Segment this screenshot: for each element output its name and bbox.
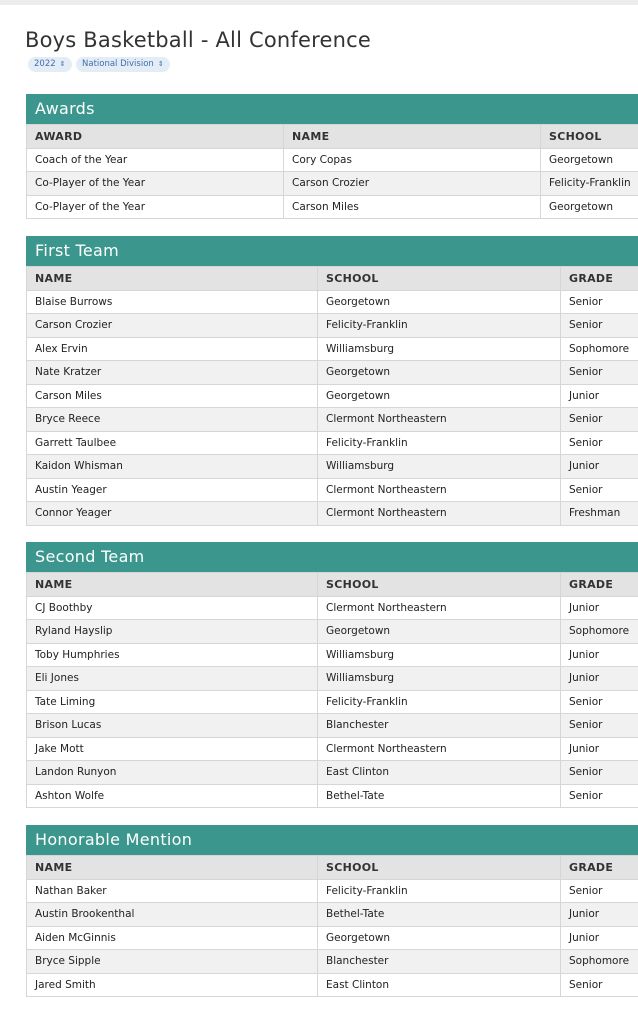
award-cell: Co-Player of the Year bbox=[27, 195, 284, 219]
name-cell: Carson Crozier bbox=[27, 314, 318, 338]
award-cell: Co-Player of the Year bbox=[27, 172, 284, 196]
table-row bbox=[27, 596, 638, 620]
name-cell: Connor Yeager bbox=[27, 502, 318, 526]
name-cell: Austin Yeager bbox=[27, 478, 318, 502]
honorable-mention-header: Honorable Mention bbox=[26, 825, 638, 855]
column-header-grade: GRADE bbox=[561, 856, 638, 880]
grade-cell: Junior bbox=[561, 903, 638, 927]
header-row bbox=[27, 267, 638, 291]
column-header-grade: GRADE bbox=[561, 573, 638, 597]
table-row bbox=[27, 903, 638, 927]
grade-cell: Senior bbox=[561, 361, 638, 385]
page-title: Boys Basketball - All Conference bbox=[25, 28, 371, 53]
chevron-updown-icon: ⇕ bbox=[59, 60, 66, 68]
school-cell: Blanchester bbox=[318, 714, 561, 738]
school-cell: Clermont Northeastern bbox=[318, 502, 561, 526]
table-row bbox=[27, 502, 638, 526]
table-row bbox=[27, 455, 638, 479]
grade-cell: Sophomore bbox=[561, 950, 638, 974]
grade-cell: Junior bbox=[561, 384, 638, 408]
name-cell: Landon Runyon bbox=[27, 761, 318, 785]
school-cell: East Clinton bbox=[318, 761, 561, 785]
name-cell: Eli Jones bbox=[27, 667, 318, 691]
school-cell: Williamsburg bbox=[318, 667, 561, 691]
school-cell: Clermont Northeastern bbox=[318, 737, 561, 761]
name-cell: Brison Lucas bbox=[27, 714, 318, 738]
column-header-name: NAME bbox=[27, 573, 318, 597]
school-cell: Georgetown bbox=[318, 361, 561, 385]
table-row bbox=[27, 148, 638, 172]
second-team-section bbox=[26, 542, 638, 808]
school-cell: Williamsburg bbox=[318, 337, 561, 361]
column-header-name: NAME bbox=[284, 125, 541, 149]
awards-table bbox=[26, 124, 638, 219]
honorable-mention-table bbox=[26, 855, 638, 997]
division-select-label: National Division bbox=[82, 59, 154, 69]
school-cell: Blanchester bbox=[318, 950, 561, 974]
name-cell: Garrett Taulbee bbox=[27, 431, 318, 455]
honorable-mention-section bbox=[26, 825, 638, 997]
school-cell: East Clinton bbox=[318, 973, 561, 997]
table-row bbox=[27, 431, 638, 455]
school-cell: Georgetown bbox=[318, 290, 561, 314]
school-cell: Georgetown bbox=[318, 620, 561, 644]
school-cell: Georgetown bbox=[541, 195, 638, 219]
table-row bbox=[27, 290, 638, 314]
top-border bbox=[0, 0, 638, 5]
school-cell: Georgetown bbox=[541, 148, 638, 172]
grade-cell: Freshman bbox=[561, 502, 638, 526]
school-cell: Felicity-Franklin bbox=[318, 431, 561, 455]
table-row bbox=[27, 314, 638, 338]
table-row bbox=[27, 950, 638, 974]
name-cell: Ashton Wolfe bbox=[27, 784, 318, 808]
school-cell: Bethel-Tate bbox=[318, 903, 561, 927]
table-row bbox=[27, 761, 638, 785]
school-cell: Felicity-Franklin bbox=[318, 879, 561, 903]
grade-cell: Senior bbox=[561, 879, 638, 903]
name-cell: Carson Miles bbox=[284, 195, 541, 219]
table-row bbox=[27, 973, 638, 997]
grade-cell: Senior bbox=[561, 973, 638, 997]
grade-cell: Senior bbox=[561, 714, 638, 738]
school-cell: Bethel-Tate bbox=[318, 784, 561, 808]
second-team-header: Second Team bbox=[26, 542, 638, 572]
first-team-section bbox=[26, 236, 638, 526]
header-row bbox=[27, 125, 638, 149]
name-cell: Jake Mott bbox=[27, 737, 318, 761]
grade-cell: Sophomore bbox=[561, 620, 638, 644]
table-row bbox=[27, 195, 638, 219]
grade-cell: Junior bbox=[561, 643, 638, 667]
table-row bbox=[27, 643, 638, 667]
grade-cell: Senior bbox=[561, 690, 638, 714]
grade-cell: Junior bbox=[561, 926, 638, 950]
column-header-school: SCHOOL bbox=[318, 573, 561, 597]
header-row bbox=[27, 573, 638, 597]
column-header-name: NAME bbox=[27, 267, 318, 291]
name-cell: Ryland Hayslip bbox=[27, 620, 318, 644]
name-cell: Austin Brookenthal bbox=[27, 903, 318, 927]
division-select[interactable] bbox=[76, 57, 170, 72]
grade-cell: Senior bbox=[561, 408, 638, 432]
table-row bbox=[27, 926, 638, 950]
column-header-grade: GRADE bbox=[561, 267, 638, 291]
chevron-updown-icon: ⇕ bbox=[157, 60, 164, 68]
school-cell: Georgetown bbox=[318, 384, 561, 408]
column-header-name: NAME bbox=[27, 856, 318, 880]
grade-cell: Sophomore bbox=[561, 337, 638, 361]
name-cell: Bryce Sipple bbox=[27, 950, 318, 974]
table-row bbox=[27, 337, 638, 361]
school-cell: Williamsburg bbox=[318, 455, 561, 479]
column-header-award: AWARD bbox=[27, 125, 284, 149]
column-header-school: SCHOOL bbox=[318, 856, 561, 880]
table-row bbox=[27, 879, 638, 903]
name-cell: Carson Crozier bbox=[284, 172, 541, 196]
year-select[interactable] bbox=[28, 57, 72, 72]
school-cell: Clermont Northeastern bbox=[318, 596, 561, 620]
name-cell: Kaidon Whisman bbox=[27, 455, 318, 479]
school-cell: Felicity-Franklin bbox=[541, 172, 638, 196]
year-select-label: 2022 bbox=[34, 59, 56, 69]
school-cell: Felicity-Franklin bbox=[318, 690, 561, 714]
name-cell: Jared Smith bbox=[27, 973, 318, 997]
name-cell: Nathan Baker bbox=[27, 879, 318, 903]
grade-cell: Senior bbox=[561, 314, 638, 338]
award-cell: Coach of the Year bbox=[27, 148, 284, 172]
table-row bbox=[27, 361, 638, 385]
name-cell: CJ Boothby bbox=[27, 596, 318, 620]
column-header-school: SCHOOL bbox=[318, 267, 561, 291]
first-team-header: First Team bbox=[26, 236, 638, 266]
name-cell: Carson Miles bbox=[27, 384, 318, 408]
table-row bbox=[27, 408, 638, 432]
grade-cell: Senior bbox=[561, 761, 638, 785]
name-cell: Bryce Reece bbox=[27, 408, 318, 432]
table-row bbox=[27, 620, 638, 644]
name-cell: Cory Copas bbox=[284, 148, 541, 172]
school-cell: Williamsburg bbox=[318, 643, 561, 667]
school-cell: Felicity-Franklin bbox=[318, 314, 561, 338]
grade-cell: Junior bbox=[561, 455, 638, 479]
grade-cell: Senior bbox=[561, 478, 638, 502]
table-row bbox=[27, 667, 638, 691]
table-row bbox=[27, 478, 638, 502]
name-cell: Tate Liming bbox=[27, 690, 318, 714]
grade-cell: Senior bbox=[561, 784, 638, 808]
grade-cell: Senior bbox=[561, 290, 638, 314]
header-row bbox=[27, 856, 638, 880]
school-cell: Georgetown bbox=[318, 926, 561, 950]
table-row bbox=[27, 784, 638, 808]
grade-cell: Senior bbox=[561, 431, 638, 455]
name-cell: Aiden McGinnis bbox=[27, 926, 318, 950]
table-row bbox=[27, 384, 638, 408]
grade-cell: Junior bbox=[561, 667, 638, 691]
table-row bbox=[27, 714, 638, 738]
name-cell: Alex Ervin bbox=[27, 337, 318, 361]
school-cell: Clermont Northeastern bbox=[318, 408, 561, 432]
first-team-table bbox=[26, 266, 638, 526]
second-team-table bbox=[26, 572, 638, 808]
name-cell: Toby Humphries bbox=[27, 643, 318, 667]
grade-cell: Junior bbox=[561, 737, 638, 761]
name-cell: Blaise Burrows bbox=[27, 290, 318, 314]
name-cell: Nate Kratzer bbox=[27, 361, 318, 385]
awards-section bbox=[26, 94, 638, 219]
column-header-school: SCHOOL bbox=[541, 125, 638, 149]
table-row bbox=[27, 172, 638, 196]
school-cell: Clermont Northeastern bbox=[318, 478, 561, 502]
table-row bbox=[27, 690, 638, 714]
grade-cell: Junior bbox=[561, 596, 638, 620]
awards-header: Awards bbox=[26, 94, 638, 124]
table-row bbox=[27, 737, 638, 761]
